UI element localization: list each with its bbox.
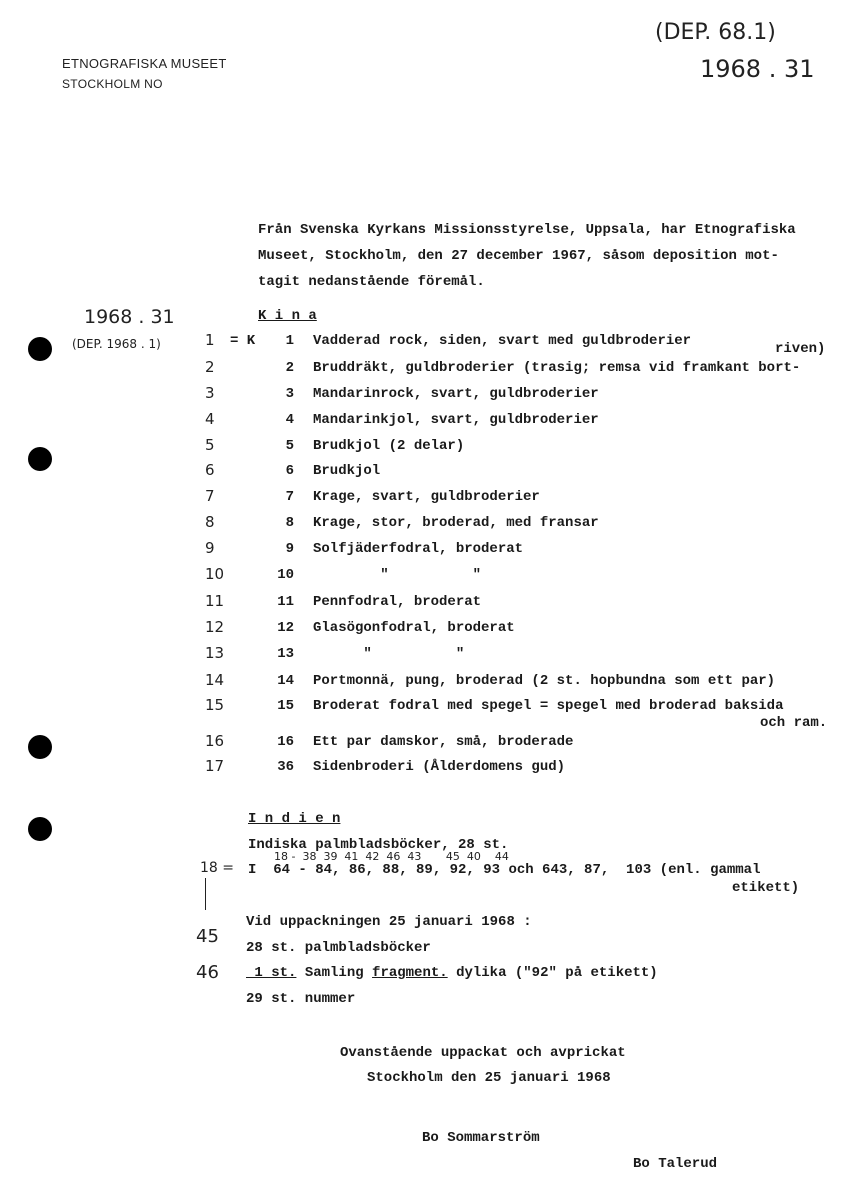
item-description-continuation: riven) — [775, 341, 826, 357]
margin-accession-number: 1968 . 31 — [84, 306, 175, 328]
item-number: 8 — [285, 515, 294, 531]
handwritten-item-number: 6 — [205, 461, 215, 479]
intro-line: tagit nedanstående föremål. — [258, 274, 485, 290]
catalogue-prefix: = K — [230, 333, 256, 349]
count-line: 28 st. palmbladsböcker — [246, 940, 431, 956]
handwritten-numbers: 18 - 38 39 41 42 46 43 45 40 44 — [274, 850, 509, 863]
item-description: " " — [313, 567, 482, 583]
punch-hole — [28, 447, 52, 471]
punch-hole — [28, 817, 52, 841]
item-number: 10 — [277, 567, 294, 583]
item-number: 1 — [285, 333, 294, 349]
count-text: 1 st. — [246, 965, 297, 981]
item-description: Krage, stor, broderad, med fransar — [313, 515, 599, 531]
item-description: Pennfodral, broderat — [313, 594, 482, 610]
punch-hole — [28, 337, 52, 361]
closing-line: Stockholm den 25 januari 1968 — [367, 1070, 611, 1086]
section-heading-indien: I n d i e n — [248, 811, 341, 827]
item-description: Brudkjol (2 delar) — [313, 438, 465, 454]
handwritten-accession-number: 1968 . 31 — [700, 55, 815, 83]
closing-line: Ovanstående uppackat och avprickat — [340, 1045, 626, 1061]
institution-location: STOCKHOLM NO — [62, 77, 163, 91]
intro-line: Från Svenska Kyrkans Missionsstyrelse, Uppsala, har Etnografiska — [258, 222, 796, 238]
margin-dep-number: (DEP. 1968 . 1) — [72, 337, 161, 351]
item-number: 12 — [277, 620, 294, 636]
item-description: Broderat fodral med spegel = spegel med broderad baksida — [313, 698, 784, 714]
institution-name: ETNOGRAFISKA MUSEET — [62, 56, 227, 71]
item-number: 3 — [285, 386, 294, 402]
item-number: 36 — [277, 759, 294, 775]
item-number: 6 — [285, 463, 294, 479]
item-number: 7 — [285, 489, 294, 505]
handwritten-item-number: 1 — [205, 331, 215, 349]
handwritten-item-number: 16 — [205, 732, 225, 750]
item-description: Glasögonfodral, broderat — [313, 620, 515, 636]
handwritten-item-number: 17 — [205, 757, 225, 775]
unpack-line: Vid uppackningen 25 januari 1968 : — [246, 914, 532, 930]
item-number: 14 — [277, 673, 294, 689]
handwritten-item-number: 14 — [205, 671, 225, 689]
handwritten-item-number: 46 — [196, 962, 219, 983]
item-number: 5 — [285, 438, 294, 454]
item-description: " " — [313, 646, 465, 662]
item-number: 11 — [277, 594, 294, 610]
handwritten-item-number: 2 — [205, 358, 215, 376]
item-number: 13 — [277, 646, 294, 662]
item-description-continuation: och ram. — [760, 715, 828, 731]
count-text: Samling — [296, 965, 373, 981]
handwritten-item-number: 8 — [205, 513, 215, 531]
handwritten-item-number: 18 = — [200, 860, 234, 876]
item-number: 9 — [285, 541, 294, 557]
item-number: 15 — [277, 698, 294, 714]
handwritten-item-number: 3 — [205, 384, 215, 402]
item-description: Ett par damskor, små, broderade — [313, 734, 574, 750]
item-number: 16 — [277, 734, 294, 750]
section-heading-kina: K i n a — [258, 308, 317, 324]
handwritten-item-number: 9 — [205, 539, 215, 557]
handwritten-item-number: 7 — [205, 487, 215, 505]
item-description: Portmonnä, pung, broderad (2 st. hopbundna som ett par) — [313, 673, 776, 689]
item-description: Sidenbroderi (Ålderdomens gud) — [313, 759, 566, 775]
count-text: fragment. — [372, 965, 448, 981]
item-number: 2 — [285, 360, 294, 376]
count-line — [246, 965, 658, 981]
item-description: Vadderad rock, siden, svart med guldbroderier — [313, 333, 692, 349]
indien-line: etikett) — [732, 880, 800, 896]
handwritten-bracket-line — [205, 878, 206, 910]
signature-name: Bo Talerud — [633, 1156, 718, 1172]
handwritten-item-number: 15 — [205, 696, 225, 714]
handwritten-item-number: 12 — [205, 618, 225, 636]
count-text: dylika ("92" på etikett) — [447, 965, 658, 981]
item-description: Mandarinkjol, svart, guldbroderier — [313, 412, 599, 428]
handwritten-item-number: 13 — [205, 644, 225, 662]
handwritten-item-number: 5 — [205, 436, 215, 454]
item-description: Bruddräkt, guldbroderier (trasig; remsa vid framkant bort- — [313, 360, 801, 376]
handwritten-item-number: 10 — [205, 565, 225, 583]
handwritten-item-number: 45 — [196, 926, 219, 947]
handwritten-item-number: 11 — [205, 592, 225, 610]
signature-name: Bo Sommarström — [422, 1130, 540, 1146]
indien-line: I 64 - 84, 86, 88, 89, 92, 93 och 643, 87, 103 (enl. gammal — [248, 862, 761, 878]
handwritten-item-number: 4 — [205, 410, 215, 428]
item-description: Krage, svart, guldbroderier — [313, 489, 540, 505]
punch-hole — [28, 735, 52, 759]
item-description: Solfjäderfodral, broderat — [313, 541, 524, 557]
item-number: 4 — [285, 412, 294, 428]
indien-line: Indiska palmbladsböcker, 28 st. — [248, 837, 509, 853]
intro-line: Museet, Stockholm, den 27 december 1967, såsom deposition mot- — [258, 248, 779, 264]
handwritten-dep-number: (DEP. 68.1) — [655, 20, 776, 45]
total-line: 29 st. nummer — [246, 991, 356, 1007]
item-description: Brudkjol — [313, 463, 381, 479]
item-description: Mandarinrock, svart, guldbroderier — [313, 386, 599, 402]
